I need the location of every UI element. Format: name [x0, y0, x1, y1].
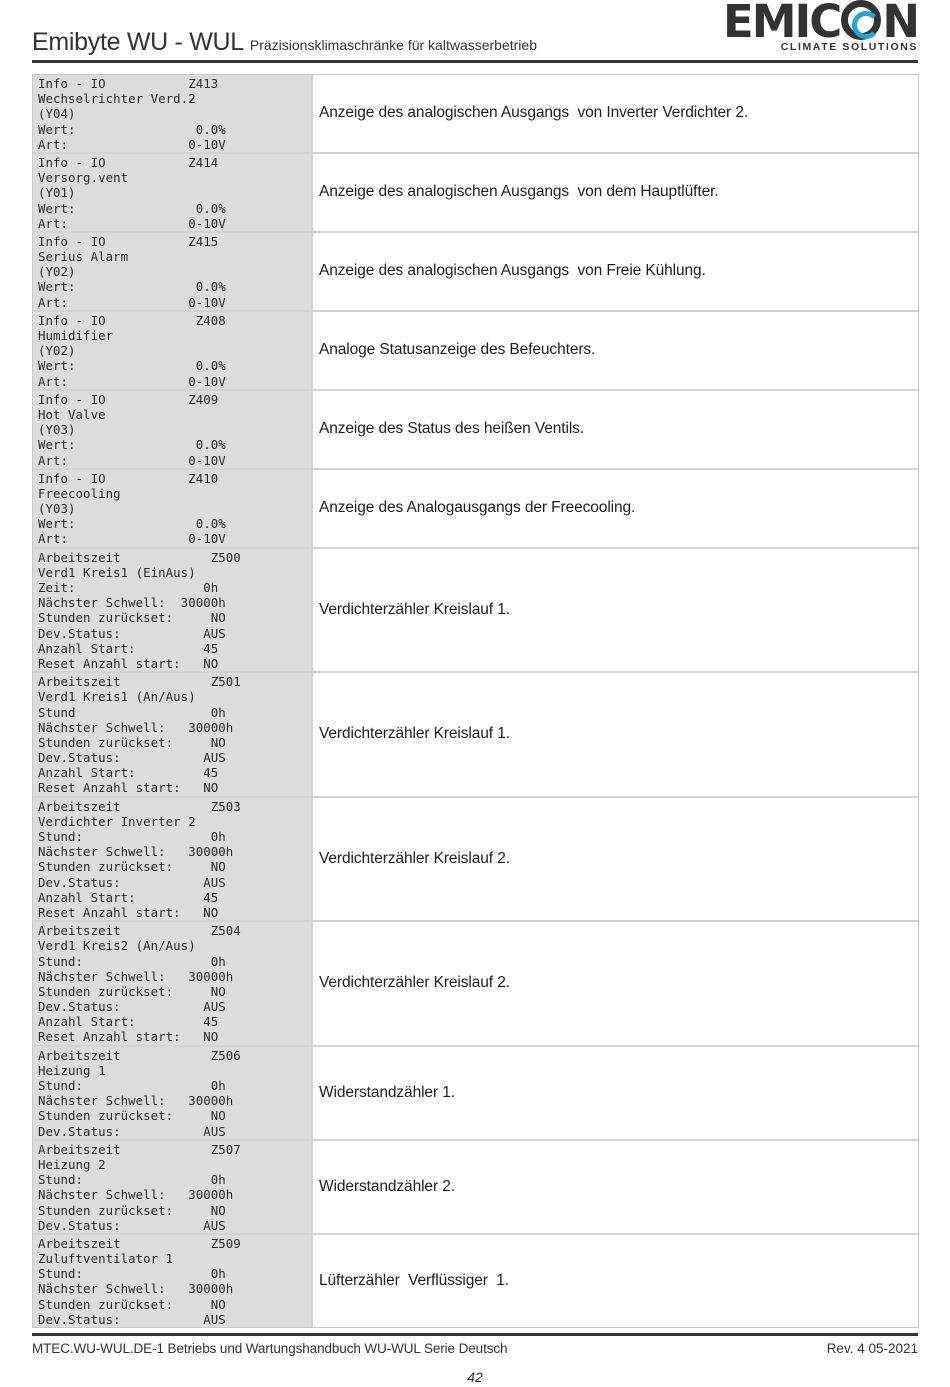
footer-rule: [32, 1333, 918, 1336]
lcd-screen: [33, 1141, 311, 1233]
lcd-line: Wert: 0.0%: [38, 200, 226, 216]
row-description: Lüfterzähler Verflüssiger 1.: [311, 1235, 918, 1327]
row-description: Anzeige des analogischen Ausgangs von Freie Kühlung.: [311, 233, 918, 310]
lcd-screen: [33, 154, 311, 231]
lcd-line: Stund 0h: [38, 704, 226, 720]
lcd-line: Humidifier: [38, 328, 114, 343]
document-title-main: Emibyte WU - WUL: [32, 28, 244, 56]
lcd-line: Anzahl Start: 45: [38, 889, 219, 905]
lcd-screen: [33, 549, 311, 672]
lcd-line: Stund: 0h: [38, 829, 226, 844]
lcd-line: Anzahl Start: 45: [38, 1014, 219, 1030]
lcd-line: Art: 0-10V: [38, 136, 226, 152]
lcd-line: Info - IO Z414: [38, 154, 219, 170]
lcd-screen: [33, 75, 311, 152]
table-row: [33, 312, 918, 391]
lcd-screen: [33, 233, 311, 310]
lcd-line: Nächster Schwell: 30000h: [38, 968, 234, 984]
lcd-screen: [33, 922, 311, 1045]
lcd-line: Stunden zurückset: NO: [38, 859, 226, 875]
lcd-line: Stunden zurückset: NO: [38, 1108, 226, 1124]
lcd-line: Reset Anzahl start: NO: [38, 904, 219, 920]
lcd-screen: [33, 470, 311, 547]
lcd-screen: [33, 1047, 311, 1139]
table-row: [33, 1235, 918, 1327]
row-description: Widerstandzähler 1.: [311, 1047, 918, 1139]
lcd-line: Art: 0-10V: [38, 531, 226, 547]
table-row: [33, 233, 918, 312]
table-row: [33, 154, 918, 233]
lcd-line: Wechselrichter Verd.2: [38, 91, 196, 107]
lcd-screen: [33, 1235, 311, 1327]
lcd-line: Wert: 0.0%: [38, 121, 226, 137]
lcd-line: Stunden zurückset: NO: [38, 1296, 226, 1312]
row-description: Verdichterzähler Kreislauf 2.: [311, 798, 918, 921]
lcd-line: Wert: 0.0%: [38, 516, 226, 532]
lcd-line: Arbeitszeit Z503: [38, 798, 241, 814]
parameter-table: [32, 74, 919, 1328]
table-row: [33, 470, 918, 549]
lcd-line: Arbeitszeit Z500: [38, 549, 241, 565]
row-description: Verdichterzähler Kreislauf 2.: [311, 922, 918, 1045]
lcd-line: Heizung 2: [38, 1156, 106, 1172]
lcd-line: Versorg.vent: [38, 170, 129, 186]
lcd-line: Nächster Schwell: 30000h: [38, 1187, 234, 1203]
table-row: [33, 1141, 918, 1235]
lcd-screen: [33, 312, 311, 389]
lcd-line: Stunden zurückset: NO: [38, 983, 226, 999]
lcd-line: Nächster Schwell: 30000h: [38, 844, 234, 860]
lcd-line: Info - IO Z409: [38, 391, 219, 407]
row-description: Anzeige des Analogausgangs der Freecooling.: [311, 470, 918, 547]
lcd-line: Info - IO Z415: [38, 233, 219, 249]
lcd-line: Dev.Status: AUS: [38, 750, 226, 766]
lcd-screen: [33, 673, 311, 796]
lcd-line: Verd1 Kreis2 (An/Aus): [38, 938, 196, 954]
lcd-line: Verd1 Kreis1 (EinAus): [38, 564, 196, 580]
lcd-line: Reset Anzahl start: NO: [38, 655, 219, 671]
lcd-line: Dev.Status: AUS: [38, 1123, 226, 1139]
page-header: [32, 0, 918, 64]
footer-document-id: MTEC.WU-WUL.DE-1 Betriebs und Wartungshandbuch WU-WUL Serie Deutsch: [32, 1341, 508, 1356]
table-row: [33, 922, 918, 1047]
lcd-line: Arbeitszeit Z507: [38, 1141, 241, 1157]
lcd-line: Art: 0-10V: [38, 294, 226, 310]
lcd-line: Nächster Schwell: 30000h: [38, 595, 226, 611]
logo-wordmark: EMIC N: [723, 0, 918, 48]
row-description: Widerstandzähler 2.: [311, 1141, 918, 1233]
lcd-line: Stunden zurückset: NO: [38, 734, 226, 750]
row-description: Anzeige des analogischen Ausgangs von Inverter Verdichter 2.: [311, 75, 918, 152]
row-description: Anzeige des analogischen Ausgangs von dem Hauptlüfter.: [311, 154, 918, 231]
lcd-line: Reset Anzahl start: NO: [38, 780, 219, 796]
lcd-line: Anzahl Start: 45: [38, 765, 219, 781]
lcd-line: Stunden zurückset: NO: [38, 610, 226, 626]
row-description: Analoge Statusanzeige des Befeuchters.: [311, 312, 918, 389]
lcd-line: Arbeitszeit Z509: [38, 1235, 241, 1251]
table-row: [33, 391, 918, 470]
lcd-line: Info - IO Z408: [38, 312, 226, 328]
lcd-line: Stunden zurückset: NO: [38, 1202, 226, 1218]
lcd-line: Art: 0-10V: [38, 215, 226, 231]
lcd-line: Art: 0-10V: [38, 452, 226, 468]
page-number: 42: [467, 1369, 483, 1385]
lcd-line: Verdichter Inverter 2: [38, 813, 196, 829]
table-row: [33, 673, 918, 798]
row-description: Verdichterzähler Kreislauf 1.: [311, 673, 918, 796]
lcd-line: Wert: 0.0%: [38, 437, 226, 453]
lcd-line: (Y01): [38, 185, 76, 201]
lcd-line: Nächster Schwell: 30000h: [38, 1281, 234, 1297]
logo-tagline: CLIMATE SOLUTIONS: [780, 41, 918, 53]
lcd-line: Serius Alarm: [38, 249, 129, 265]
lcd-line: Dev.Status: AUS: [38, 1311, 226, 1327]
lcd-line: (Y04): [38, 106, 76, 122]
table-row: [33, 798, 918, 923]
lcd-line: Dev.Status: AUS: [38, 999, 226, 1015]
lcd-line: Stund: 0h: [38, 1266, 226, 1282]
lcd-line: Dev.Status: AUS: [38, 625, 226, 641]
lcd-line: Arbeitszeit Z501: [38, 674, 241, 690]
lcd-line: Dev.Status: AUS: [38, 874, 226, 890]
lcd-screen: [33, 391, 311, 468]
lcd-line: (Y03): [38, 422, 76, 438]
lcd-line: Wert: 0.0%: [38, 279, 226, 295]
lcd-line: Nächster Schwell: 30000h: [38, 719, 234, 735]
lcd-line: Zuluftventilator 1: [38, 1251, 174, 1267]
lcd-line: Hot Valve: [38, 406, 106, 422]
lcd-line: Info - IO Z413: [38, 76, 219, 91]
document-title: [32, 28, 537, 57]
header-rule: [32, 60, 918, 63]
lcd-line: Stund: 0h: [38, 953, 226, 969]
lcd-line: Arbeitszeit Z506: [38, 1047, 241, 1063]
lcd-line: Stund: 0h: [38, 1078, 226, 1093]
lcd-line: Zeit: 0h: [38, 580, 219, 595]
document-subtitle: Präzisionsklimaschränke für kaltwasserbetrieb: [249, 37, 537, 53]
lcd-line: Arbeitszeit Z504: [38, 923, 241, 939]
lcd-line: Verd1 Kreis1 (An/Aus): [38, 689, 196, 705]
logo-ring-icon: [841, 0, 881, 40]
lcd-line: (Y02): [38, 343, 76, 359]
lcd-line: Nächster Schwell: 30000h: [38, 1093, 234, 1109]
lcd-line: Art: 0-10V: [38, 373, 226, 389]
lcd-line: Heizung 1: [38, 1062, 106, 1078]
lcd-line: Reset Anzahl start: NO: [38, 1029, 219, 1045]
lcd-line: Wert: 0.0%: [38, 358, 226, 374]
row-description: Anzeige des Status des heißen Ventils.: [311, 391, 918, 468]
lcd-line: Dev.Status: AUS: [38, 1217, 226, 1233]
table-row: [33, 1047, 918, 1141]
lcd-line: Stund: 0h: [38, 1172, 226, 1188]
table-row: [33, 75, 918, 154]
emicon-logo: [708, 0, 918, 54]
lcd-line: (Y03): [38, 501, 76, 517]
lcd-line: Anzahl Start: 45: [38, 640, 219, 656]
lcd-screen: [33, 798, 311, 921]
lcd-line: Info - IO Z410: [38, 470, 219, 486]
row-description: Verdichterzähler Kreislauf 1.: [311, 549, 918, 672]
lcd-line: (Y02): [38, 264, 76, 280]
footer-revision: Rev. 4 05-2021: [826, 1341, 918, 1356]
lcd-line: Freecooling: [38, 485, 121, 501]
table-row: [33, 549, 918, 674]
